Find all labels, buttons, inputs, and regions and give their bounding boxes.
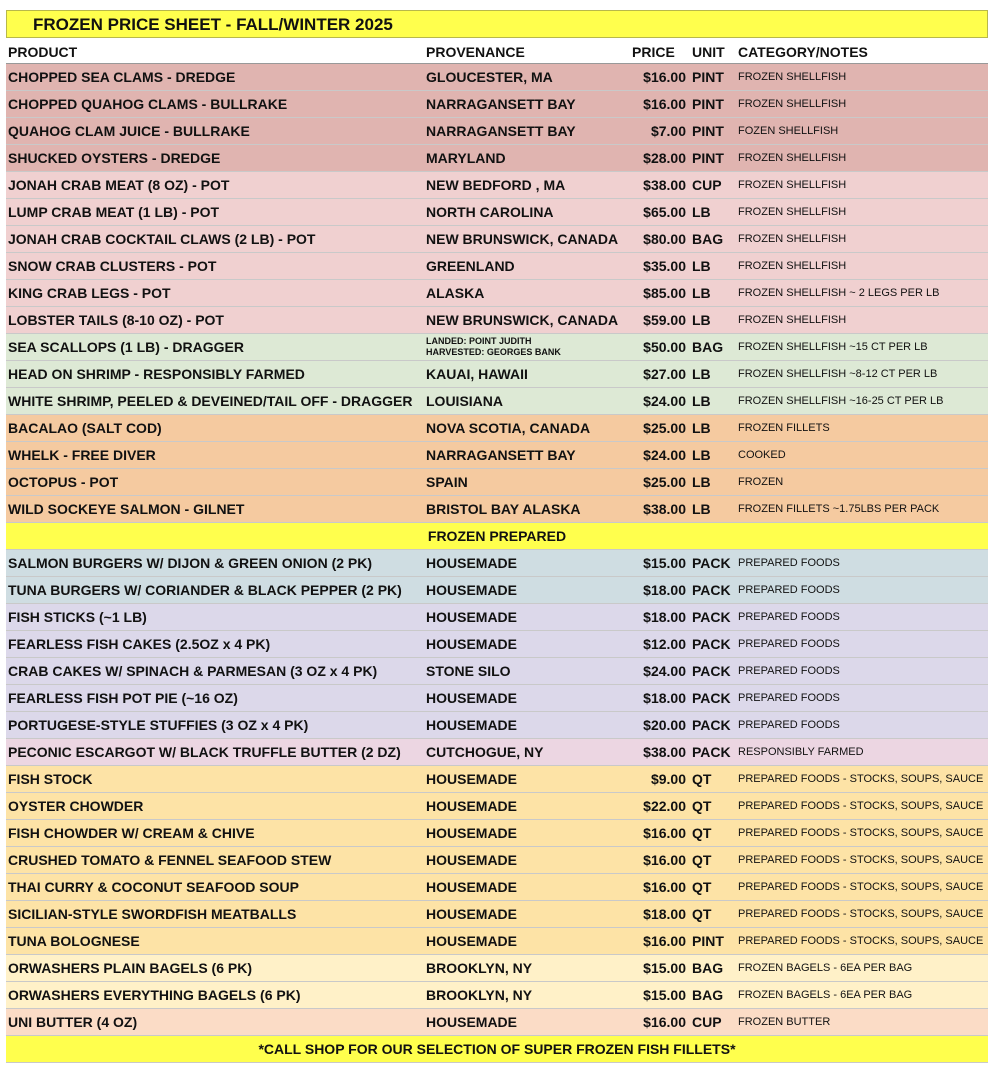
provenance-line: LANDED: POINT JUDITH [426,336,532,346]
notes-cell: FROZEN SHELLFISH [738,71,847,83]
price-cell: $12.00 [643,636,686,652]
provenance-cell: NARRAGANSETT BAY [426,96,576,112]
header-notes: CATEGORY/NOTES [738,44,868,60]
table-row [6,91,988,118]
product-cell: FEARLESS FISH CAKES (2.5OZ x 4 PK) [8,636,271,652]
price-cell: $9.00 [650,771,686,787]
table-row [6,415,988,442]
provenance-cell: KAUAI, HAWAII [426,366,528,382]
table-row [6,334,988,361]
unit-cell: PINT [692,96,724,112]
frozen-prepared-banner: FROZEN PREPARED [6,523,988,550]
price-cell: $16.00 [643,825,686,841]
product-cell: BACALAO (SALT COD) [8,420,162,436]
price-cell: $38.00 [643,744,686,760]
provenance-cell: NARRAGANSETT BAY [426,447,576,463]
price-cell: $28.00 [643,150,686,166]
table-row [6,442,988,469]
provenance-cell: HOUSEMADE [426,879,518,895]
notes-cell: RESPONSIBLY FARMED [738,746,864,758]
provenance-cell: HOUSEMADE [426,933,518,949]
price-cell: $25.00 [643,474,686,490]
unit-cell: QT [692,879,712,895]
provenance-cell: HOUSEMADE [426,609,518,625]
product-cell: OCTOPUS - POT [8,474,119,490]
table-row [6,307,988,334]
table-row [6,820,988,847]
provenance-cell: GLOUCESTER, MA [426,69,553,85]
price-cell: $38.00 [643,501,686,517]
notes-cell: PREPARED FOODS - STOCKS, SOUPS, SAUCE [738,881,984,893]
notes-cell: FROZEN SHELLFISH [738,260,847,272]
notes-cell: PREPARED FOODS [738,719,840,731]
unit-cell: BAG [692,231,724,247]
notes-cell: PREPARED FOODS - STOCKS, SOUPS, SAUCE [738,827,984,839]
notes-cell: COOKED [738,449,786,461]
product-cell: CHOPPED SEA CLAMS - DREDGE [8,69,236,85]
notes-cell: FROZEN [738,476,784,488]
provenance-cell: HOUSEMADE [426,906,518,922]
notes-cell: PREPARED FOODS - STOCKS, SOUPS, SAUCE [738,908,984,920]
price-cell: $16.00 [643,1014,686,1030]
notes-cell: FROZEN SHELLFISH ~16-25 CT PER LB [738,395,944,407]
unit-cell: PACK [692,663,731,679]
unit-cell: LB [692,312,711,328]
table-row [6,118,988,145]
table-row [6,928,988,955]
price-cell: $18.00 [643,609,686,625]
notes-cell: FROZEN SHELLFISH [738,98,847,110]
price-cell: $18.00 [643,690,686,706]
price-cell: $65.00 [643,204,686,220]
unit-cell: PACK [692,690,731,706]
notes-cell: FROZEN SHELLFISH ~ 2 LEGS PER LB [738,287,940,299]
table-row [6,253,988,280]
table-row [6,901,988,928]
header-provenance: PROVENANCE [426,44,525,60]
unit-cell: QT [692,852,712,868]
table-row [6,496,988,523]
unit-cell: PACK [692,636,731,652]
provenance-cell [426,336,626,358]
provenance-cell: HOUSEMADE [426,717,518,733]
price-cell: $16.00 [643,852,686,868]
price-cell: $15.00 [643,555,686,571]
unit-cell: PINT [692,69,724,85]
product-cell: WHITE SHRIMP, PEELED & DEVEINED/TAIL OFF - DRAGGER [8,393,413,409]
product-cell: WILD SOCKEYE SALMON - GILNET [8,501,245,517]
unit-cell: LB [692,474,711,490]
notes-cell: PREPARED FOODS - STOCKS, SOUPS, SAUCE [738,854,984,866]
table-row [6,874,988,901]
notes-cell: PREPARED FOODS [738,638,840,650]
unit-cell: PINT [692,123,724,139]
price-cell: $80.00 [643,231,686,247]
product-cell: LUMP CRAB MEAT (1 LB) - POT [8,204,220,220]
unit-cell: LB [692,447,711,463]
unit-cell: PACK [692,609,731,625]
price-cell: $7.00 [650,123,686,139]
product-cell: THAI CURRY & COCONUT SEAFOOD SOUP [8,879,299,895]
product-cell: ORWASHERS EVERYTHING BAGELS (6 PK) [8,987,301,1003]
notes-cell: FROZEN BAGELS - 6EA PER BAG [738,989,913,1001]
price-cell: $16.00 [643,96,686,112]
notes-cell: FROZEN SHELLFISH [738,233,847,245]
price-cell: $15.00 [643,987,686,1003]
unit-cell: PACK [692,582,731,598]
table-row [6,955,988,982]
price-cell: $50.00 [643,339,686,355]
provenance-cell: CUTCHOGUE, NY [426,744,544,760]
product-cell: FISH CHOWDER W/ CREAM & CHIVE [8,825,255,841]
product-cell: FISH STOCK [8,771,93,787]
price-cell: $18.00 [643,582,686,598]
product-cell: PECONIC ESCARGOT W/ BLACK TRUFFLE BUTTER (2 DZ) [8,744,401,760]
unit-cell: LB [692,501,711,517]
product-cell: OYSTER CHOWDER [8,798,144,814]
product-cell: QUAHOG CLAM JUICE - BULLRAKE [8,123,250,139]
table-row [6,361,988,388]
notes-cell: FROZEN BAGELS - 6EA PER BAG [738,962,913,974]
table-row [6,280,988,307]
unit-cell: PACK [692,717,731,733]
table-row [6,793,988,820]
provenance-cell: BRISTOL BAY ALASKA [426,501,581,517]
notes-cell: PREPARED FOODS [738,611,840,623]
unit-cell: CUP [692,177,722,193]
unit-cell: BAG [692,339,724,355]
price-cell: $38.00 [643,177,686,193]
provenance-cell: ALASKA [426,285,485,301]
table-row [6,388,988,415]
product-cell: CHOPPED QUAHOG CLAMS - BULLRAKE [8,96,288,112]
table-row [6,550,988,577]
product-cell: SHUCKED OYSTERS - DREDGE [8,150,221,166]
unit-cell: QT [692,906,712,922]
notes-cell: FROZEN SHELLFISH ~15 CT PER LB [738,341,928,353]
table-row [6,685,988,712]
table-row [6,469,988,496]
product-cell: LOBSTER TAILS (8-10 OZ) - POT [8,312,224,328]
price-cell: $24.00 [643,393,686,409]
notes-cell: FROZEN FILLETS [738,422,830,434]
notes-cell: FROZEN SHELLFISH ~8-12 CT PER LB [738,368,938,380]
price-cell: $24.00 [643,663,686,679]
price-cell: $59.00 [643,312,686,328]
provenance-cell: STONE SILO [426,663,511,679]
table-row [6,739,988,766]
column-header-row [6,38,988,64]
price-cell: $18.00 [643,906,686,922]
product-cell: HEAD ON SHRIMP - RESPONSIBLY FARMED [8,366,305,382]
price-cell: $35.00 [643,258,686,274]
table-row [6,172,988,199]
table-row [6,577,988,604]
notes-cell: FROZEN FILLETS ~1.75LBS PER PACK [738,503,940,515]
provenance-cell: NEW BRUNSWICK, CANADA [426,312,619,328]
table-row [6,199,988,226]
provenance-cell: HOUSEMADE [426,798,518,814]
notes-cell: FROZEN SHELLFISH [738,314,847,326]
price-cell: $15.00 [643,960,686,976]
header-product: PRODUCT [8,44,78,60]
unit-cell: PACK [692,555,731,571]
product-cell: KING CRAB LEGS - POT [8,285,171,301]
product-cell: SNOW CRAB CLUSTERS - POT [8,258,217,274]
product-cell: FEARLESS FISH POT PIE (~16 OZ) [8,690,238,706]
unit-cell: PACK [692,744,731,760]
provenance-cell: NORTH CAROLINA [426,204,554,220]
notes-cell: PREPARED FOODS [738,557,840,569]
footer-note: *CALL SHOP FOR OUR SELECTION OF SUPER FROZEN FISH FILLETS* [6,1036,988,1063]
notes-cell: FROZEN SHELLFISH [738,179,847,191]
product-cell: WHELK - FREE DIVER [8,447,156,463]
unit-cell: LB [692,258,711,274]
table-row [6,145,988,172]
table-row [6,1009,988,1036]
provenance-cell: SPAIN [426,474,468,490]
product-cell: TUNA BOLOGNESE [8,933,140,949]
product-cell: CRUSHED TOMATO & FENNEL SEAFOOD STEW [8,852,332,868]
product-cell: ORWASHERS PLAIN BAGELS (6 PK) [8,960,252,976]
notes-cell: FROZEN BUTTER [738,1016,831,1028]
table-row [6,982,988,1009]
provenance-cell: NOVA SCOTIA, CANADA [426,420,591,436]
unit-cell: BAG [692,960,724,976]
product-cell: CRAB CAKES W/ SPINACH & PARMESAN (3 OZ x 4 PK) [8,663,378,679]
notes-cell: PREPARED FOODS - STOCKS, SOUPS, SAUCE [738,800,984,812]
table-row [6,847,988,874]
header-price: PRICE [632,44,675,60]
price-cell: $16.00 [643,933,686,949]
price-cell: $25.00 [643,420,686,436]
product-cell: SICILIAN-STYLE SWORDFISH MEATBALLS [8,906,297,922]
product-cell: FISH STICKS (~1 LB) [8,609,147,625]
price-cell: $16.00 [643,879,686,895]
provenance-cell: BROOKLYN, NY [426,987,533,1003]
provenance-cell: HOUSEMADE [426,771,518,787]
notes-cell: FROZEN SHELLFISH [738,206,847,218]
provenance-cell: HOUSEMADE [426,1014,518,1030]
price-cell: $24.00 [643,447,686,463]
product-cell: JONAH CRAB MEAT (8 OZ) - POT [8,177,230,193]
provenance-cell: BROOKLYN, NY [426,960,533,976]
unit-cell: QT [692,771,712,787]
table-row [6,226,988,253]
provenance-cell: HOUSEMADE [426,582,518,598]
price-cell: $27.00 [643,366,686,382]
unit-cell: CUP [692,1014,722,1030]
provenance-cell: HOUSEMADE [426,690,518,706]
provenance-cell: HOUSEMADE [426,825,518,841]
price-cell: $22.00 [643,798,686,814]
provenance-cell: HOUSEMADE [426,852,518,868]
provenance-cell: GREENLAND [426,258,515,274]
notes-cell: PREPARED FOODS [738,665,840,677]
table-row [6,64,988,91]
sheet-title: FROZEN PRICE SHEET - FALL/WINTER 2025 [6,10,988,38]
unit-cell: LB [692,393,711,409]
notes-cell: PREPARED FOODS - STOCKS, SOUPS, SAUCE [738,773,984,785]
unit-cell: PINT [692,150,724,166]
notes-cell: FOZEN SHELLFISH [738,125,839,137]
product-cell: UNI BUTTER (4 OZ) [8,1014,138,1030]
price-cell: $16.00 [643,69,686,85]
provenance-cell: MARYLAND [426,150,506,166]
unit-cell: BAG [692,987,724,1003]
provenance-cell: LOUISIANA [426,393,503,409]
provenance-cell: NARRAGANSETT BAY [426,123,576,139]
unit-cell: PINT [692,933,724,949]
table-row [6,658,988,685]
unit-cell: LB [692,366,711,382]
product-cell: PORTUGESE-STYLE STUFFIES (3 OZ x 4 PK) [8,717,309,733]
price-cell: $85.00 [643,285,686,301]
product-cell: JONAH CRAB COCKTAIL CLAWS (2 LB) - POT [8,231,316,247]
unit-cell: QT [692,825,712,841]
provenance-cell: HOUSEMADE [426,636,518,652]
provenance-cell: NEW BEDFORD , MA [426,177,566,193]
table-row [6,631,988,658]
unit-cell: LB [692,204,711,220]
notes-cell: PREPARED FOODS [738,692,840,704]
price-sheet [6,10,988,1063]
provenance-cell: HOUSEMADE [426,555,518,571]
product-cell: TUNA BURGERS W/ CORIANDER & BLACK PEPPER (2 PK) [8,582,402,598]
unit-cell: LB [692,285,711,301]
price-cell: $20.00 [643,717,686,733]
header-unit: UNIT [692,44,725,60]
unit-cell: LB [692,420,711,436]
unit-cell: QT [692,798,712,814]
table-row [6,604,988,631]
frozen-seafood-section [6,64,988,523]
frozen-prepared-section [6,550,988,1036]
provenance-cell: NEW BRUNSWICK, CANADA [426,231,619,247]
provenance-line: HARVESTED: GEORGES BANK [426,347,561,357]
notes-cell: FROZEN SHELLFISH [738,152,847,164]
notes-cell: PREPARED FOODS - STOCKS, SOUPS, SAUCE [738,935,984,947]
table-row [6,712,988,739]
product-cell: SEA SCALLOPS (1 LB) - DRAGGER [8,339,244,355]
product-cell: SALMON BURGERS W/ DIJON & GREEN ONION (2 PK) [8,555,373,571]
notes-cell: PREPARED FOODS [738,584,840,596]
table-row [6,766,988,793]
